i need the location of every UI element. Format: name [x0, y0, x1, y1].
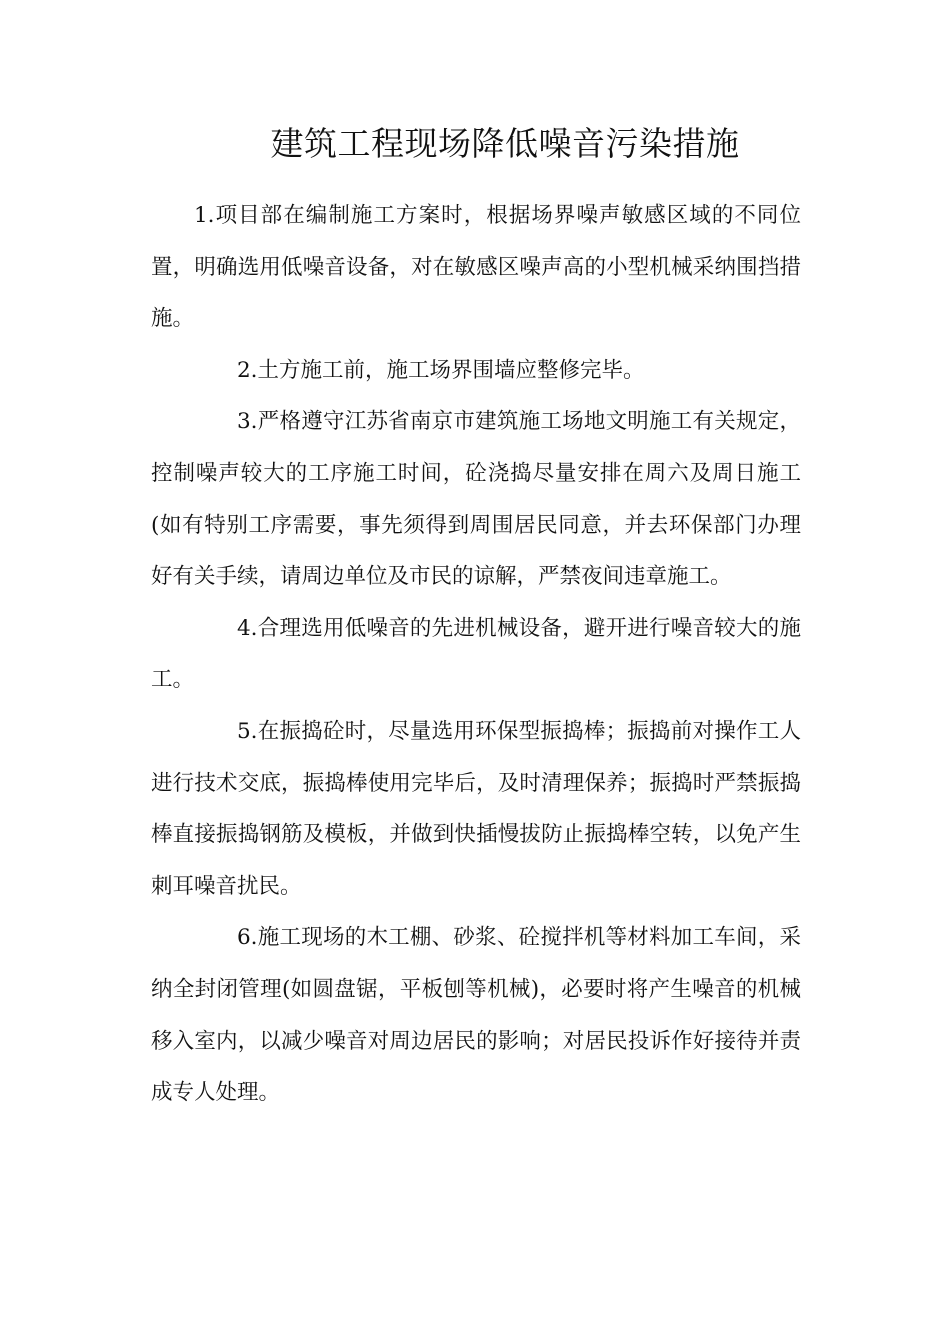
- paragraph-6: 6.施工现场的木工棚、砂浆、砼搅拌机等材料加工车间，采纳全封闭管理(如圆盘锯，平板刨等机械)，必要时将产生噪音的机械移入室内，以减少噪音对周边居民的影响；对居民投诉作好接待并责成专人处理。: [151, 925, 801, 1106]
- paragraph-5: 5.在振捣砼时，尽量选用环保型振捣棒；振捣前对操作工人进行技术交底，振捣棒使用完毕后，及时清理保养；振捣时严禁振捣棒直接振捣钢筋及模板，并做到快插慢拔防止振捣棒空转，以免产生刺耳噪音扰民。: [151, 718, 801, 899]
- paragraph-2: 2.土方施工前，施工场界围墙应整修完毕。: [237, 357, 645, 383]
- paragraph-3: 3.严格遵守江苏省南京市建筑施工场地文明施工有关规定，控制噪声较大的工序施工时间，砼浇捣尽量安排在周六及周日施工(如有特别工序需要，事先须得到周围居民同意，并去环保部门办理好有关手续，请周边单位及市民的谅解，严禁夜间违章施工。: [151, 409, 801, 590]
- paragraph-4: 4.合理选用低噪音的先进机械设备，避开进行噪音较大的施工。: [151, 615, 801, 693]
- document-title: 建筑工程现场降低噪音污染措施: [270, 124, 740, 163]
- document-body: [151, 190, 801, 1119]
- paragraph-1: 1.项目部在编制施工方案时，根据场界噪声敏感区域的不同位置，明确选用低噪音设备，对在敏感区噪声高的小型机械采纳围挡措施。: [151, 203, 801, 332]
